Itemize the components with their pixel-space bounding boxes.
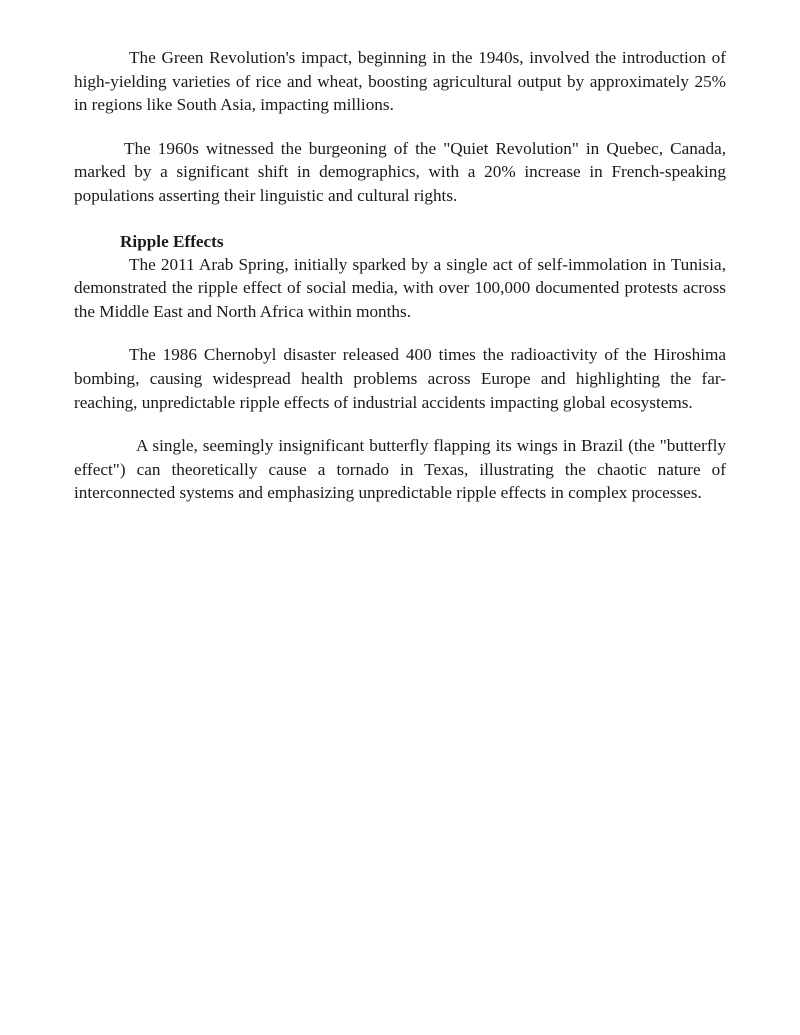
section-ripple-effects (74, 230, 726, 505)
paragraph-quiet-revolution: The 1960s witnessed the burgeoning of the "Quiet Revolution" in Quebec, Canada, marked by a significant shift in demographics, with a 20% increase in French-speaking populations asserting their linguistic and cultural rights. (74, 138, 726, 205)
paragraph-green-revolution: The Green Revolution's impact, beginning in the 1940s, involved the introduction of high-yielding varieties of rice and wheat, boosting agricultural output by approximately 25% in regions like South Asia, impacting millions. (74, 48, 726, 115)
paragraph-butterfly-effect: A single, seemingly insignificant butterfly flapping its wings in Brazil (the "butterfly effect") can theoretically cause a tornado in Texas, illustrating the chaotic nature of interconnected systems and emphasizing unpredictable ripple effects in complex processes. (74, 436, 726, 503)
document-page (74, 46, 726, 525)
paragraph-arab-spring: The 2011 Arab Spring, initially sparked by a single act of self-immolation in Tunisia, demonstrated the ripple effect of social media, with over 100,000 documented protests across the Middle East and North Africa within months. (74, 254, 726, 321)
section-heading: Ripple Effects (120, 231, 224, 251)
paragraph-chernobyl: The 1986 Chernobyl disaster released 400 times the radioactivity of the Hiroshima bombing, causing widespread health problems across Europe and highlighting the far-reaching, unpredictable ripple effects of industrial accidents impacting global ecosystems. (74, 345, 726, 412)
